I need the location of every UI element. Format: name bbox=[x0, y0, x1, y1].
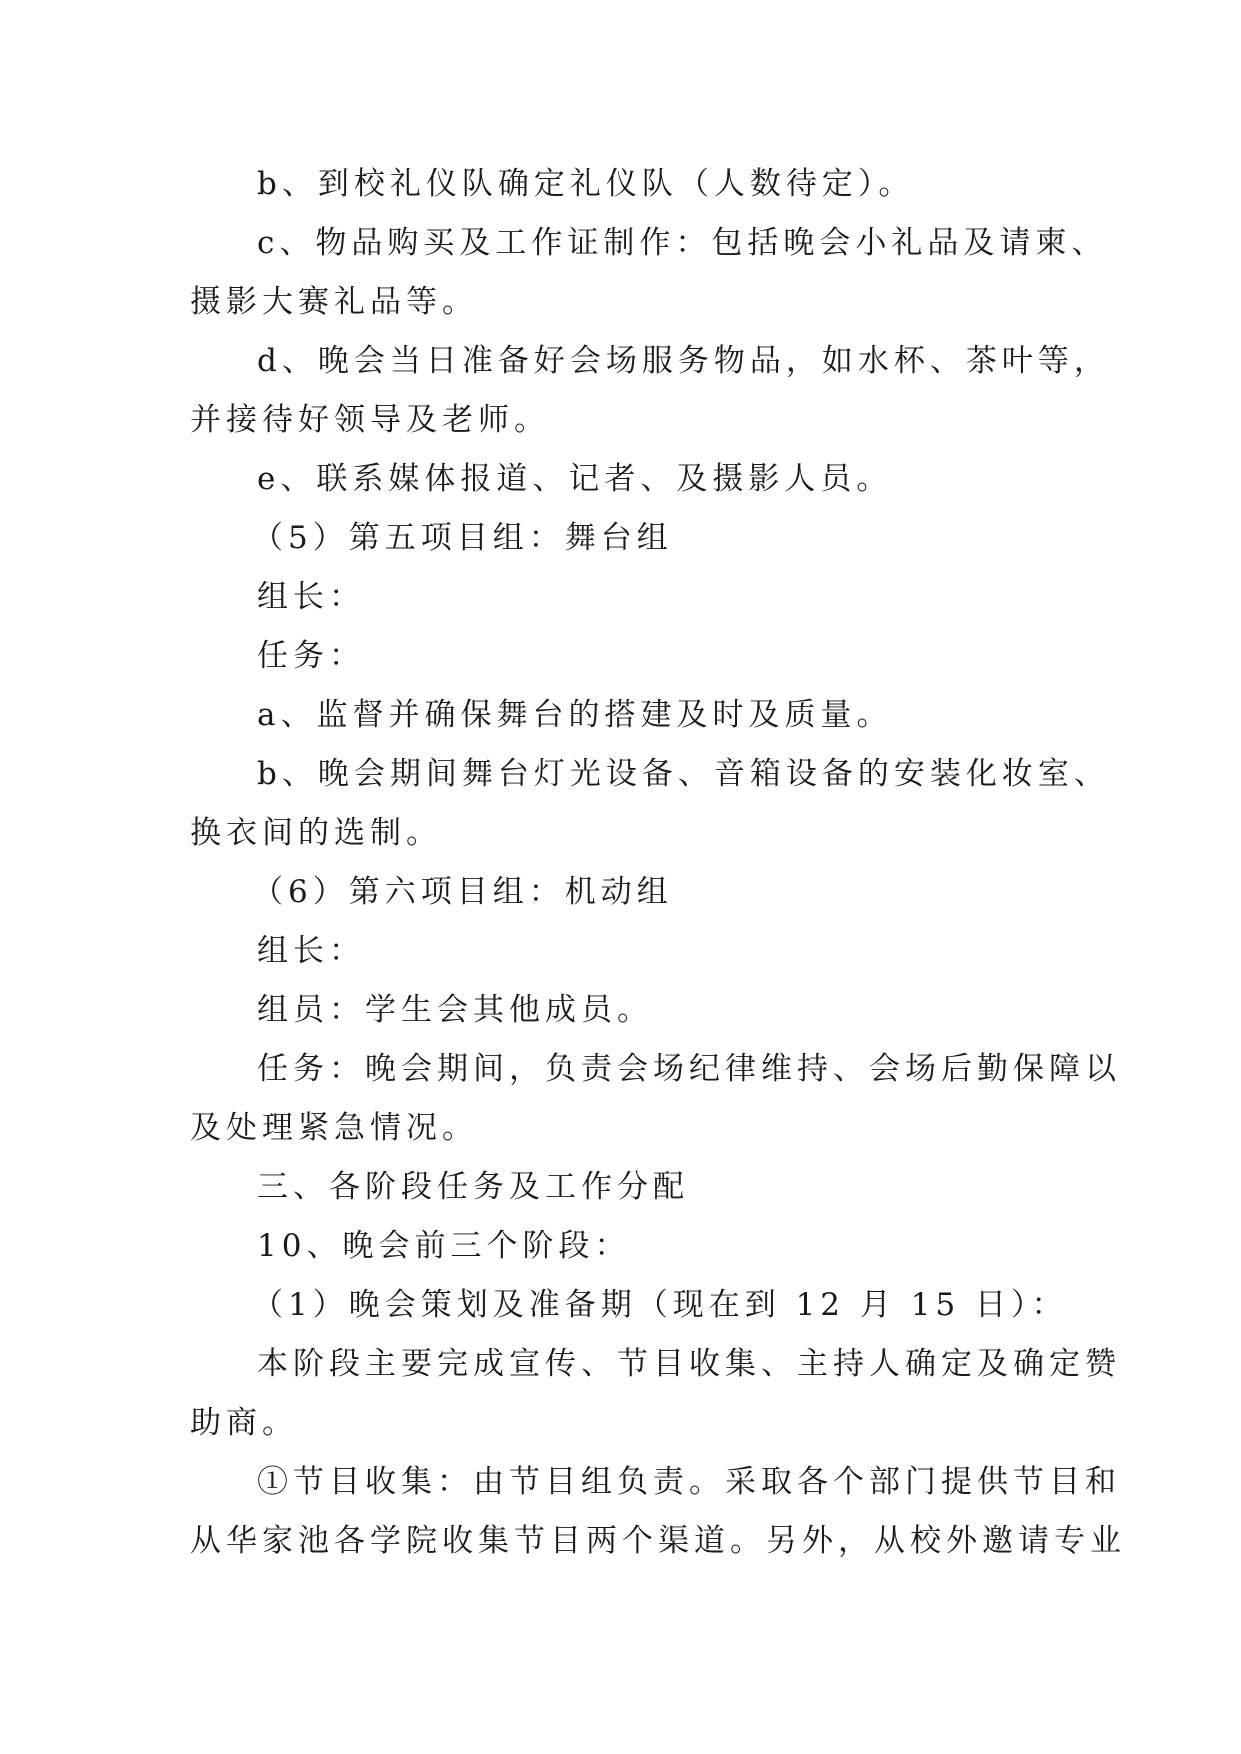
paragraph-line: 并接待好领导及老师。 bbox=[190, 402, 550, 438]
paragraph-line: 及处理紧急情况。 bbox=[190, 1110, 478, 1146]
section-heading: 三、各阶段任务及工作分配 bbox=[257, 1169, 689, 1205]
section-heading: （6）第六项目组：机动组 bbox=[252, 874, 673, 910]
document-body bbox=[190, 155, 1126, 1571]
paragraph-line: 组长： bbox=[257, 933, 365, 969]
paragraph-line: 摄影大赛礼品等。 bbox=[190, 284, 478, 320]
paragraph-line: b、晚会期间舞台灯光设备、音箱设备的安装化妆室、 bbox=[257, 756, 1110, 792]
paragraph-line: 10、晚会前三个阶段： bbox=[257, 1228, 631, 1264]
paragraph-line: 任务：晚会期间，负责会场纪律维持、会场后勤保障以 bbox=[257, 1051, 1121, 1087]
paragraph-line: e、联系媒体报道、记者、及摄影人员。 bbox=[257, 461, 893, 497]
paragraph-line: 组员：学生会其他成员。 bbox=[257, 992, 653, 1028]
paragraph-line: ①节目收集：由节目组负责。采取各个部门提供节目和 bbox=[257, 1464, 1121, 1500]
paragraph-line: 换衣间的选制。 bbox=[190, 815, 442, 851]
paragraph-line: a、监督并确保舞台的搭建及时及质量。 bbox=[257, 697, 893, 733]
paragraph-line: 组长： bbox=[257, 579, 365, 615]
paragraph-line: b、到校礼仪队确定礼仪队（人数待定）。 bbox=[257, 166, 915, 202]
paragraph-line: 本阶段主要完成宣传、节目收集、主持人确定及确定赞 bbox=[257, 1346, 1121, 1382]
section-heading: （5）第五项目组：舞台组 bbox=[252, 520, 673, 556]
paragraph-line: 从华家池各学院收集节目两个渠道。另外，从校外邀请专业 bbox=[190, 1523, 1126, 1559]
paragraph-line: 任务： bbox=[257, 638, 365, 674]
paragraph-line: 助商。 bbox=[190, 1405, 298, 1441]
section-heading: （1）晚会策划及准备期（现在到 12 月 15 日）： bbox=[252, 1287, 1068, 1323]
paragraph-line: c、物品购买及工作证制作：包括晚会小礼品及请柬、 bbox=[257, 225, 1108, 261]
paragraph-line: d、晚会当日准备好会场服务物品，如水杯、茶叶等， bbox=[257, 343, 1110, 379]
